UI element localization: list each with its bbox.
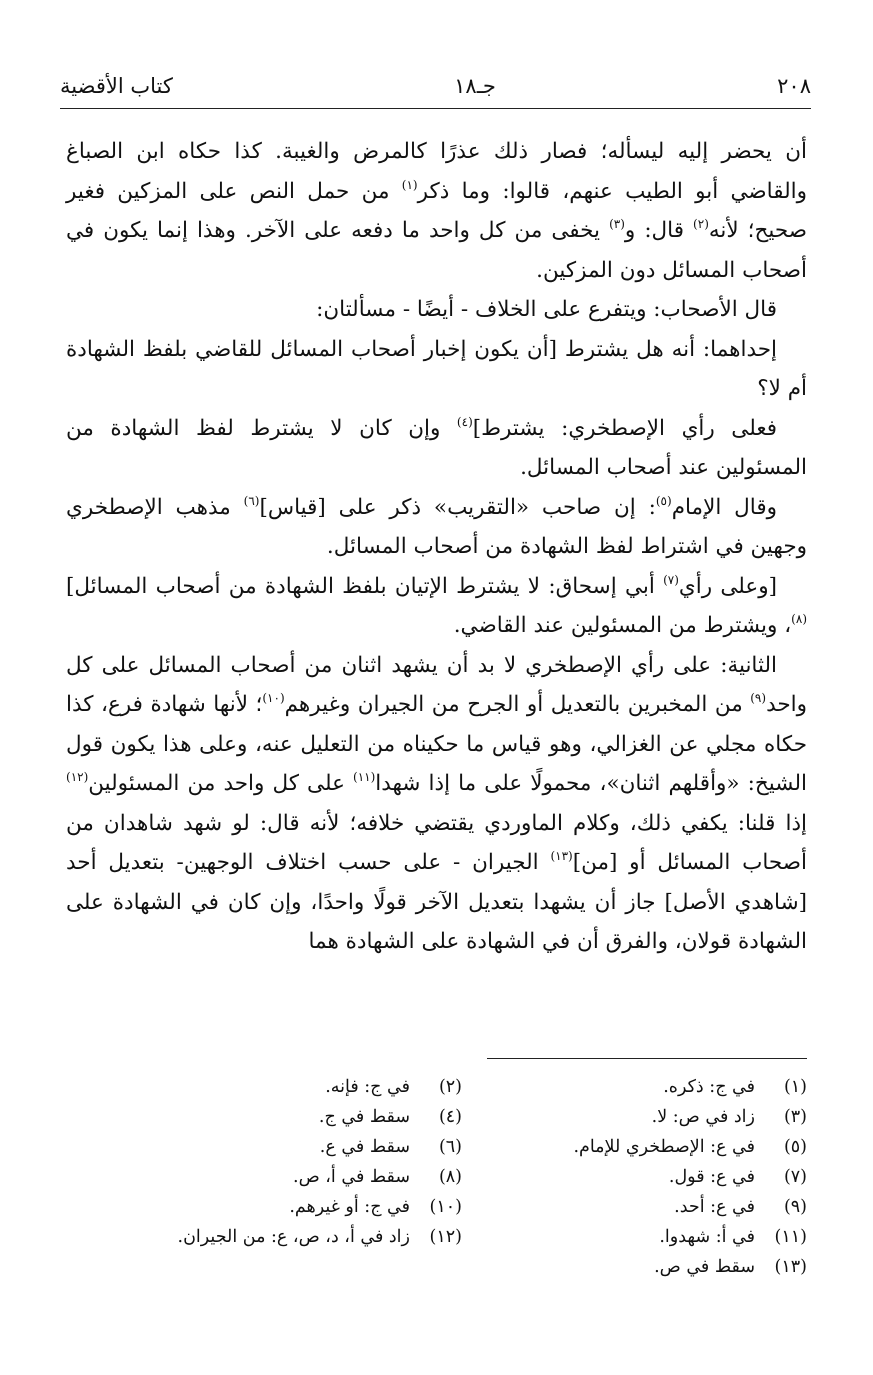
- footnote-ref: (٣): [609, 217, 625, 231]
- text-run: إحداهما: أنه هل يشترط [أن يكون إخبار أصحاب المسائل للقاضي بلفظ الشهادة أم لا؟: [66, 336, 807, 401]
- text-run: من المخبرين بالتعديل أو الجرح من الجيران وغيرهم: [284, 692, 751, 717]
- footnote-text: سقط في ع.: [319, 1137, 410, 1157]
- paragraph: [66, 132, 807, 290]
- footnote-item: [462, 1072, 807, 1102]
- footnote-item: [117, 1192, 462, 1222]
- footnote-item: [117, 1132, 462, 1162]
- page-number: ٢٠٨: [777, 74, 811, 98]
- text-run: إذا قلنا: يكفي ذلك، وكلام الماوردي يقتضي خلافه؛ لأنه قال: لو شهد شاهدان من أصحاب المسائل أو [من]: [66, 810, 808, 875]
- footnote-ref: (١٣): [550, 849, 573, 863]
- footnote-number: (٩): [783, 1197, 807, 1217]
- footnote-item: [462, 1132, 807, 1162]
- text-run: وقال الإمام: [671, 494, 777, 520]
- footnote-number: (٧): [783, 1167, 807, 1187]
- footnote-ref: (١١): [353, 770, 376, 784]
- footnote-text: في ع: أحد.: [674, 1197, 755, 1217]
- footnote-ref: (٤): [456, 414, 473, 429]
- paragraph: [66, 567, 807, 646]
- text-run: أبي إسحاق: لا يشترط الإتيان بلفظ الشهادة من أصحاب المسائل]: [66, 573, 664, 599]
- footnote-ref: (٧): [663, 572, 679, 587]
- text-run: قال الأصحاب: ويتفرع على الخلاف - أيضًا - مسألتان:: [316, 297, 777, 322]
- footnote-number: (٨): [438, 1167, 462, 1187]
- footnote-ref: (٢): [693, 217, 709, 231]
- text-run: فعلى رأي الإصطخري: يشترط]: [472, 415, 777, 441]
- footnote-text: في ج: ذكره.: [663, 1077, 755, 1097]
- text-run: [وعلى رأي: [678, 573, 778, 599]
- paragraph: [66, 409, 807, 488]
- text-run: وإن كان لا يشترط لفظ الشهادة من المسئولين عند أصحاب المسائل.: [66, 415, 807, 480]
- footnote-ref: (٩): [750, 691, 767, 705]
- paragraph: [66, 290, 807, 330]
- footnote-number: (١٠): [429, 1197, 462, 1217]
- text-run: الثانية: على رأي الإصطخري لا بد أن يشهد اثنان من أصحاب المسائل على كل واحد: [66, 652, 807, 717]
- text-run: أن يحضر إليه ليسأله؛ فصار ذلك عذرًا كالمرض والغيبة. كذا حكاه ابن الصباغ والقاضي أبو الطيب عنهم، قالوا: وما ذكر: [66, 139, 808, 204]
- footnote-item: [462, 1252, 807, 1282]
- footnote-number: (١٣): [774, 1257, 807, 1277]
- footnote-number: (١٢): [429, 1227, 462, 1247]
- footnote-item: [117, 1222, 462, 1252]
- footnote-ref: (٦): [243, 493, 260, 508]
- footnote-text: سقط في ص.: [654, 1257, 755, 1277]
- text-run: على كل واحد من المسئولين: [88, 771, 353, 796]
- footnote-text: في ع: قول.: [668, 1167, 755, 1187]
- text-run: من حمل النص على المزكين فغير صحيح؛ لأنه: [66, 178, 808, 243]
- text-run: : إن صاحب «التقريب» ذكر على [قياس]: [259, 494, 656, 520]
- footnote-ref: (١٢): [66, 770, 89, 784]
- footnote-item: [117, 1102, 462, 1132]
- footnote-ref: (١): [401, 177, 418, 192]
- footnote-text: في ج: أو غيرهم.: [289, 1197, 410, 1217]
- footnote-item: [117, 1162, 462, 1192]
- footnote-number: (٣): [783, 1107, 807, 1127]
- footnote-item: [462, 1102, 807, 1132]
- main-text: [66, 132, 807, 962]
- text-run: ، ويشترط من المسئولين عند القاضي.: [453, 613, 792, 638]
- footnote-ref: (٨): [791, 612, 807, 626]
- book-title: كتاب الأقضية: [60, 74, 173, 98]
- footnotes-right-column: [462, 1072, 807, 1282]
- footnote-item: [462, 1162, 807, 1192]
- header-divider: [60, 108, 811, 109]
- text-run: قال: و: [624, 218, 694, 243]
- footnotes-left-column: [117, 1072, 462, 1282]
- footnote-ref: (٥): [655, 493, 672, 508]
- footnote-item: [462, 1222, 807, 1252]
- footnote-divider: [487, 1058, 807, 1059]
- footnote-text: سقط في ج.: [318, 1107, 410, 1127]
- footnote-text: في ع: الإصطخري للإمام.: [573, 1137, 755, 1157]
- text-run: الجيران - على حسب اختلاف الوجهين- بتعديل أحد [شاهدي الأصل] جاز أن يشهدا بتعديل الآخر قولًا واحدًا، وإن كان في الشهادة على الشهادة قولان، والفرق أن في الشهادة على الشهادة هما: [66, 850, 807, 954]
- footnote-text: زاد في أ، د، ص، ع: من الجيران.: [177, 1227, 410, 1247]
- footnote-item: [117, 1072, 462, 1102]
- footnote-text: في أ: شهدوا.: [659, 1227, 755, 1247]
- paragraph: [66, 488, 807, 567]
- running-header: [60, 70, 811, 102]
- footnote-text: زاد في ص: لا.: [651, 1107, 755, 1127]
- footnote-number: (٤): [438, 1107, 462, 1127]
- footnote-number: (١١): [774, 1227, 807, 1247]
- footnote-number: (٥): [783, 1137, 807, 1157]
- footnote-text: سقط في أ، ص.: [293, 1167, 410, 1187]
- footnote-number: (٦): [438, 1137, 462, 1157]
- text-run: ؛ لأنها شهادة فرع، كذا حكاه مجلي عن الغزالي، وهو قياس ما حكيناه من التعليل عنه، وعلى هذا يكون قول الشيخ: «وأقلهم اثنان»، محمولًا على ما إذا شهدا: [66, 692, 807, 796]
- volume-label: جـ١٨: [454, 74, 496, 98]
- paragraph: [66, 646, 807, 962]
- footnote-number: (٢): [438, 1077, 462, 1097]
- footnotes: [117, 1072, 807, 1282]
- footnote-ref: (١٠): [262, 691, 285, 705]
- footnote-number: (١): [783, 1077, 807, 1097]
- footnote-text: في ج: فإنه.: [325, 1077, 410, 1097]
- footnote-item: [462, 1192, 807, 1222]
- text-run: مذهب الإصطخري وجهين في اشتراط لفظ الشهادة من أصحاب المسائل.: [66, 494, 807, 559]
- paragraph: [66, 330, 807, 409]
- text-run: يخفى من كل واحد ما دفعه على الآخر. وهذا إنما يكون في أصحاب المسائل دون المزكين.: [66, 218, 807, 283]
